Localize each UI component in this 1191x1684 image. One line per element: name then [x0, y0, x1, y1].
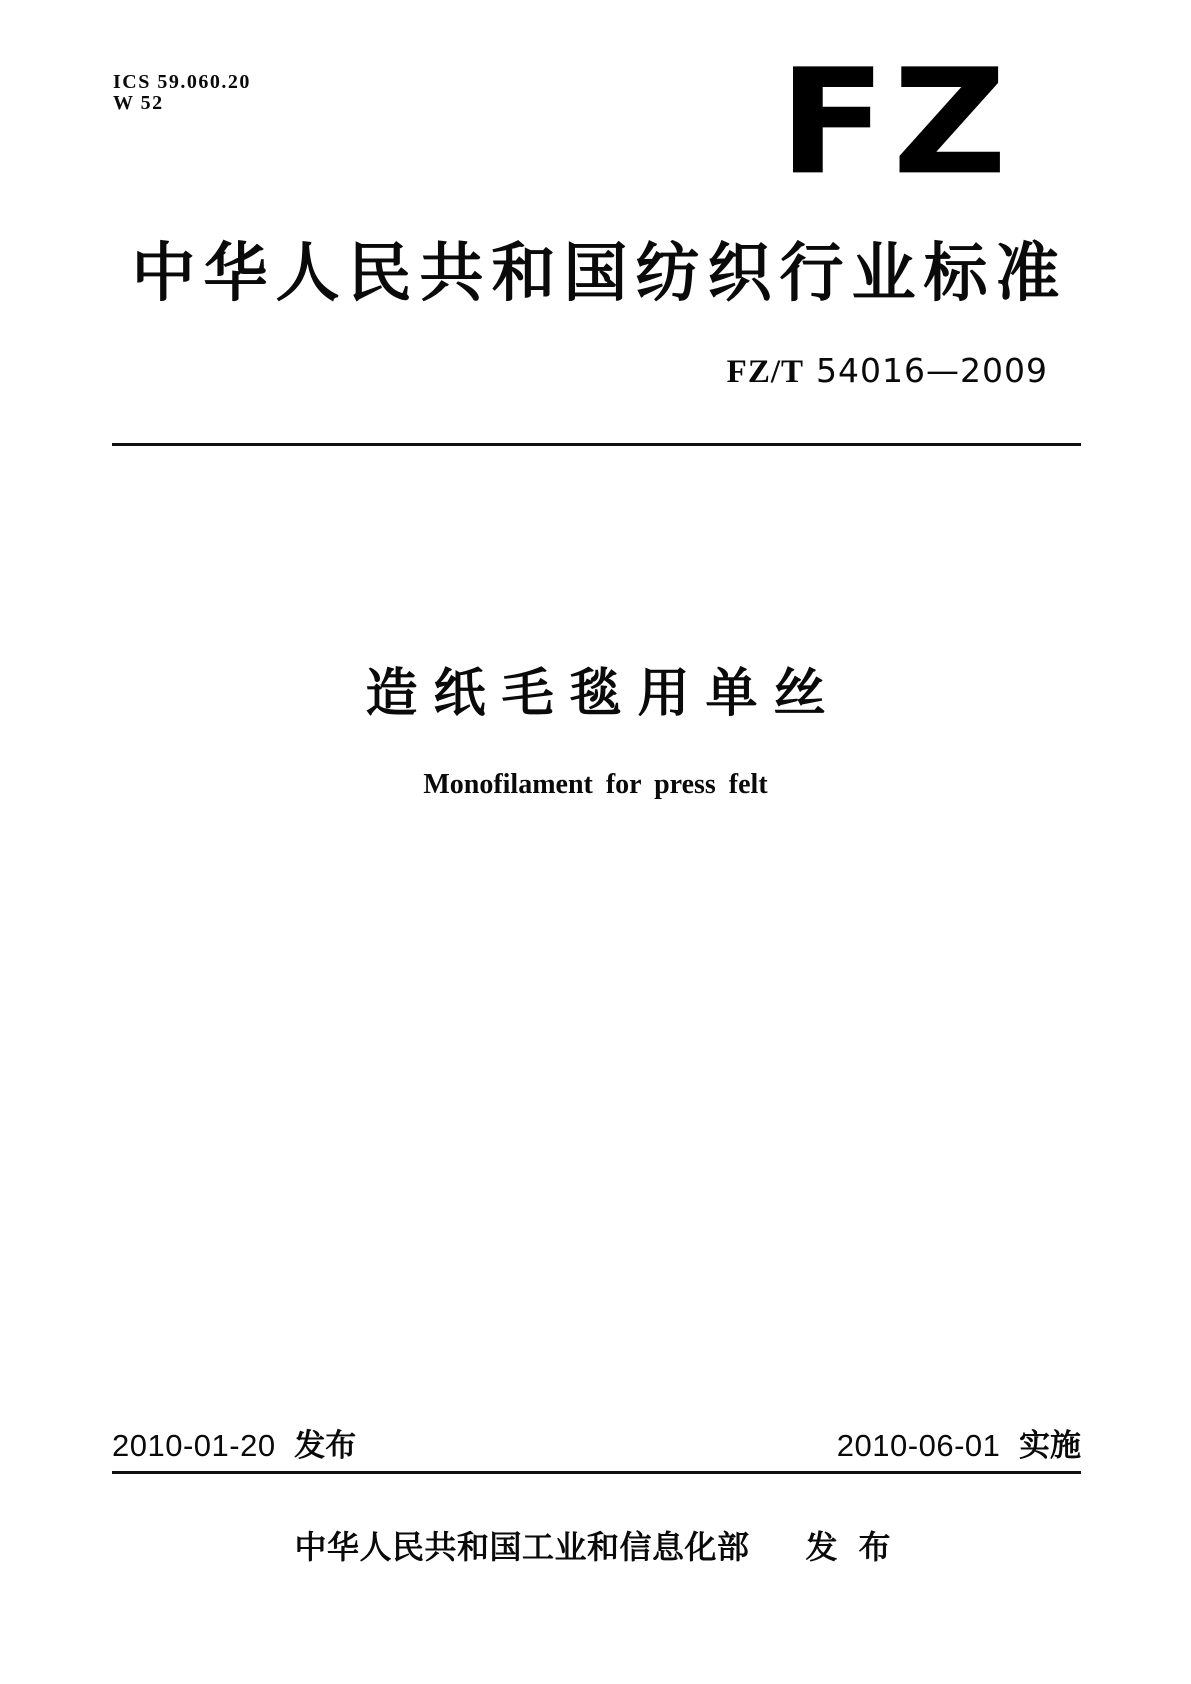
- footer-rule: [112, 1471, 1081, 1474]
- standard-org-title: 中华人民共和国纺织行业标准: [131, 237, 1068, 309]
- issue-date: 2010-01-20: [112, 1428, 276, 1463]
- publish-label: 发 布: [805, 1529, 897, 1565]
- standard-number-value: 54016—2009: [816, 351, 1048, 390]
- header-rule: [112, 443, 1081, 446]
- issue-date-item: [112, 1429, 356, 1463]
- implementation-date-item: [837, 1429, 1081, 1463]
- doc-class-code: W 52: [113, 92, 164, 114]
- issue-date-label: 发布: [294, 1428, 357, 1463]
- standard-number-prefix: FZ/T: [726, 354, 805, 390]
- document-title: 造纸毛毯用单丝: [365, 665, 842, 723]
- classification-codes: [113, 72, 251, 114]
- implementation-date: 2010-06-01: [836, 1428, 1001, 1463]
- implementation-date-label: 实施: [1019, 1428, 1081, 1463]
- fz-logo: FZ: [778, 38, 1013, 208]
- publisher-name: 中华人民共和国工业和信息化部: [294, 1529, 750, 1565]
- standard-number: [727, 353, 1048, 390]
- document-title-english: Monofilament for press felt: [423, 769, 768, 800]
- dates-row: [112, 1429, 1081, 1463]
- ics-code: ICS 59.060.20: [113, 71, 251, 93]
- publisher-row: [0, 1528, 1191, 1566]
